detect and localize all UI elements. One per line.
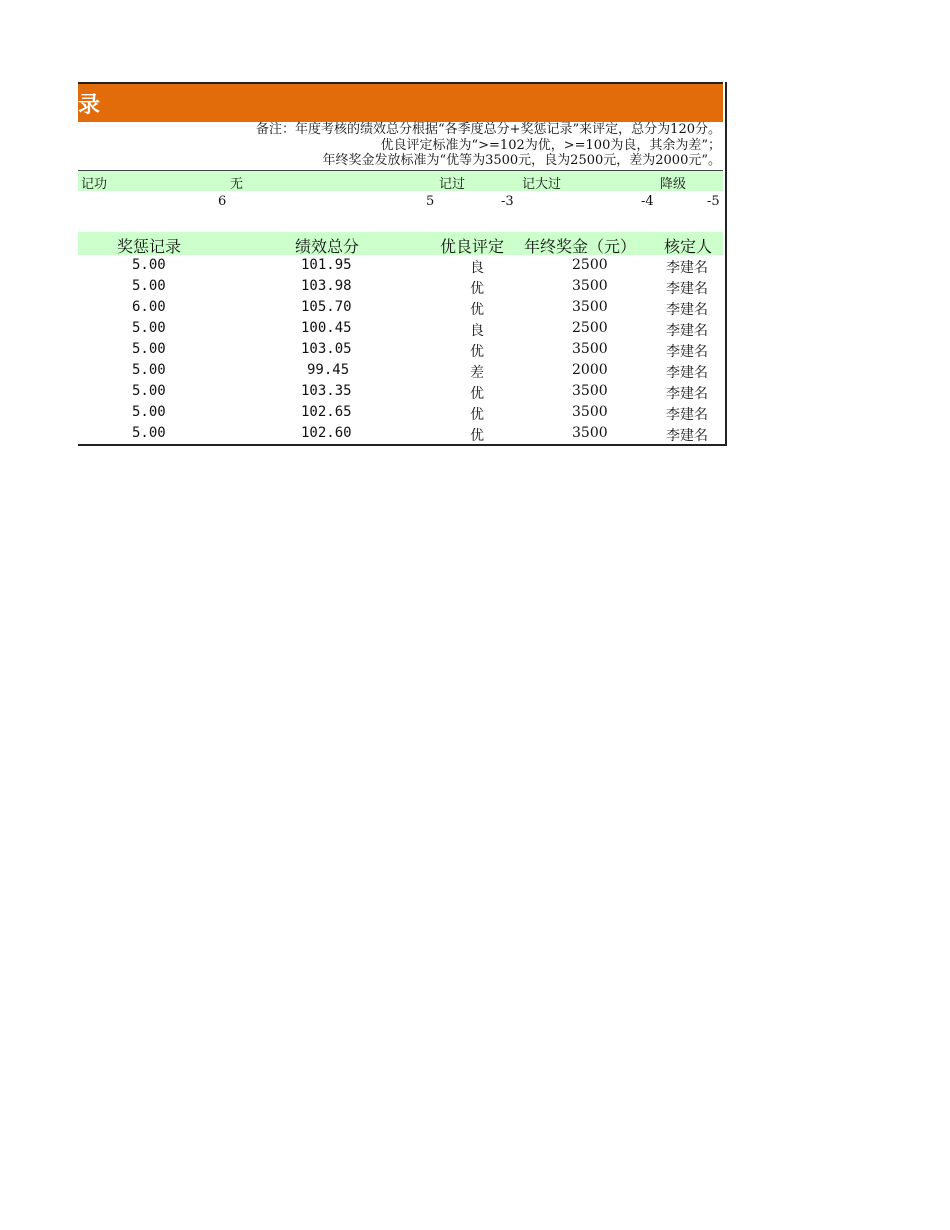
cell-grade: 优 bbox=[470, 344, 484, 360]
notes bbox=[256, 122, 721, 169]
value-none: 6 bbox=[218, 194, 227, 209]
cell-checker: 李建名 bbox=[666, 302, 708, 318]
legend-row bbox=[78, 170, 723, 191]
cell-bonus: 2500 bbox=[572, 320, 608, 336]
value-major-demerit: -3 bbox=[501, 194, 514, 209]
cell-reward: 5.00 bbox=[132, 425, 166, 441]
legend-demotion: 降级 bbox=[660, 177, 687, 192]
cell-grade: 差 bbox=[470, 365, 484, 381]
cell-checker: 李建名 bbox=[666, 386, 708, 402]
cell-reward: 5.00 bbox=[132, 362, 166, 378]
column-header-reward: 奖惩记录 bbox=[117, 237, 182, 256]
cell-total: 103.98 bbox=[301, 278, 352, 294]
cell-grade: 优 bbox=[470, 428, 484, 444]
cell-bonus: 3500 bbox=[572, 404, 608, 420]
cell-grade: 良 bbox=[470, 323, 484, 339]
cell-bonus: 3500 bbox=[572, 383, 608, 399]
table-row bbox=[78, 360, 723, 381]
cell-bonus: 3500 bbox=[572, 341, 608, 357]
cell-total: 101.95 bbox=[301, 257, 352, 273]
value-demotion: -4 bbox=[641, 194, 654, 209]
table-header bbox=[78, 232, 723, 255]
cell-total: 100.45 bbox=[301, 320, 352, 336]
cell-reward: 5.00 bbox=[132, 320, 166, 336]
value-extra: -5 bbox=[707, 194, 720, 209]
cell-total: 102.65 bbox=[301, 404, 352, 420]
cell-reward: 5.00 bbox=[132, 383, 166, 399]
cell-grade: 优 bbox=[470, 281, 484, 297]
table-row bbox=[78, 402, 723, 423]
cell-checker: 李建名 bbox=[666, 407, 708, 423]
table-body bbox=[78, 255, 723, 444]
note-line: 优良评定标准为“>=102为优，>=100为良，其余为差”； bbox=[380, 137, 721, 153]
table-row bbox=[78, 381, 723, 402]
column-header-grade: 优良评定 bbox=[440, 237, 505, 256]
note-line: 备注：年度考核的绩效总分根据“各季度总分+奖惩记录”来评定，总分为120分。 bbox=[256, 122, 721, 137]
cell-total: 102.60 bbox=[301, 425, 352, 441]
column-header-total: 绩效总分 bbox=[295, 237, 360, 256]
table-row bbox=[78, 297, 723, 318]
table-row bbox=[78, 276, 723, 297]
cell-reward: 5.00 bbox=[132, 341, 166, 357]
cell-grade: 优 bbox=[470, 407, 484, 423]
cell-checker: 李建名 bbox=[666, 323, 708, 339]
cell-bonus: 2500 bbox=[572, 257, 608, 273]
cell-bonus: 3500 bbox=[572, 425, 608, 441]
cell-bonus: 3500 bbox=[572, 278, 608, 294]
title-fragment: 录 bbox=[78, 93, 102, 118]
value-demerit: 5 bbox=[426, 194, 435, 209]
table-row bbox=[78, 318, 723, 339]
cell-grade: 优 bbox=[470, 386, 484, 402]
title-bar bbox=[78, 82, 723, 122]
legend-none: 无 bbox=[230, 177, 244, 192]
cell-grade: 良 bbox=[470, 260, 484, 276]
cell-reward: 6.00 bbox=[132, 299, 166, 315]
table-row bbox=[78, 423, 723, 444]
column-header-checker: 核定人 bbox=[664, 237, 713, 256]
cell-reward: 5.00 bbox=[132, 257, 166, 273]
cell-checker: 李建名 bbox=[666, 365, 708, 381]
legend-values-row bbox=[78, 192, 723, 214]
cell-total: 103.05 bbox=[301, 341, 352, 357]
cell-checker: 李建名 bbox=[666, 428, 708, 444]
legend-major-demerit: 记大过 bbox=[522, 177, 562, 192]
legend-demerit: 记过 bbox=[439, 177, 466, 192]
column-header-bonus: 年终奖金（元） bbox=[524, 237, 637, 256]
note-line: 年终奖金发放标准为“优等为3500元，良为2500元，差为2000元”。 bbox=[322, 153, 721, 168]
cell-checker: 李建名 bbox=[666, 344, 708, 360]
cell-bonus: 3500 bbox=[572, 299, 608, 315]
cell-reward: 5.00 bbox=[132, 278, 166, 294]
table-row bbox=[78, 255, 723, 276]
cell-total: 105.70 bbox=[301, 299, 352, 315]
cell-total: 103.35 bbox=[301, 383, 352, 399]
cell-bonus: 2000 bbox=[572, 362, 608, 378]
table-row bbox=[78, 339, 723, 360]
cell-checker: 李建名 bbox=[666, 260, 708, 276]
cell-reward: 5.00 bbox=[132, 404, 166, 420]
cell-grade: 优 bbox=[470, 302, 484, 318]
cell-checker: 李建名 bbox=[666, 281, 708, 297]
cell-total: 99.45 bbox=[307, 362, 350, 378]
spreadsheet bbox=[78, 82, 727, 446]
legend-merit: 记功 bbox=[81, 177, 108, 192]
